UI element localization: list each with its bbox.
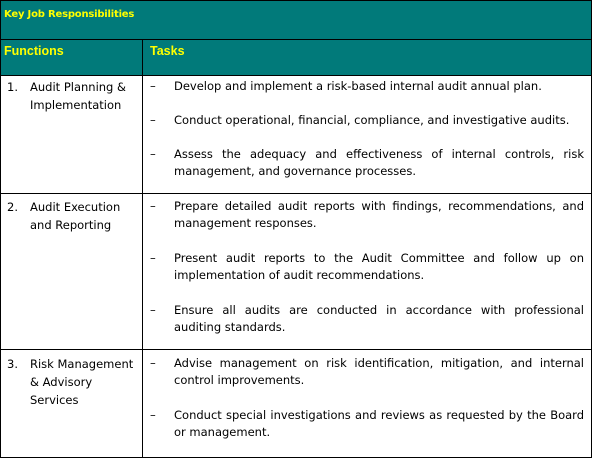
function-name: Risk Management & Advisory Services bbox=[30, 357, 134, 407]
table-right-border bbox=[591, 0, 592, 458]
task-text: Advise management on risk identification, mitigation, and internal control improvements. bbox=[174, 356, 584, 387]
function-name: Audit Execution and Reporting bbox=[30, 200, 121, 232]
task-text: Conduct operational, financial, compliance, and investigative audits. bbox=[174, 113, 570, 127]
dash-bullet: – bbox=[150, 303, 156, 317]
dash-bullet: – bbox=[150, 408, 156, 422]
task-text: Present audit reports to the Audit Committee and follow up on implementation of audit recommendations. bbox=[174, 251, 584, 282]
dash-bullet: – bbox=[150, 147, 156, 161]
dash-bullet: – bbox=[150, 113, 156, 127]
dash-bullet: – bbox=[150, 356, 156, 370]
table-banner bbox=[0, 0, 592, 40]
function-number: 1. bbox=[7, 80, 18, 94]
dash-bullet: – bbox=[150, 79, 156, 93]
task-text: Conduct special investigations and reviews as requested by the Board or management. bbox=[174, 408, 584, 439]
task-text: Assess the adequacy and effectiveness of internal controls, risk management, and governance processes. bbox=[174, 147, 584, 178]
task-text: Ensure all audits are conducted in accordance with professional auditing standards. bbox=[174, 303, 584, 334]
header-functions: Functions bbox=[4, 44, 64, 58]
dash-bullet: – bbox=[150, 251, 156, 265]
column-divider bbox=[142, 40, 143, 458]
table-title: Key Job Responsibilities bbox=[4, 9, 135, 20]
task-text: Develop and implement a risk-based internal audit annual plan. bbox=[174, 79, 542, 93]
header-tasks: Tasks bbox=[150, 44, 185, 58]
function-name: Audit Planning & Implementation bbox=[30, 80, 126, 112]
row-divider-2 bbox=[0, 349, 592, 350]
function-number: 3. bbox=[7, 357, 18, 371]
row-divider-1 bbox=[0, 193, 592, 194]
dash-bullet: – bbox=[150, 199, 156, 213]
table-left-border bbox=[0, 0, 1, 458]
function-number: 2. bbox=[7, 200, 18, 214]
header-row bbox=[0, 40, 592, 76]
task-text: Prepare detailed audit reports with findings, recommendations, and management responses. bbox=[174, 199, 584, 230]
